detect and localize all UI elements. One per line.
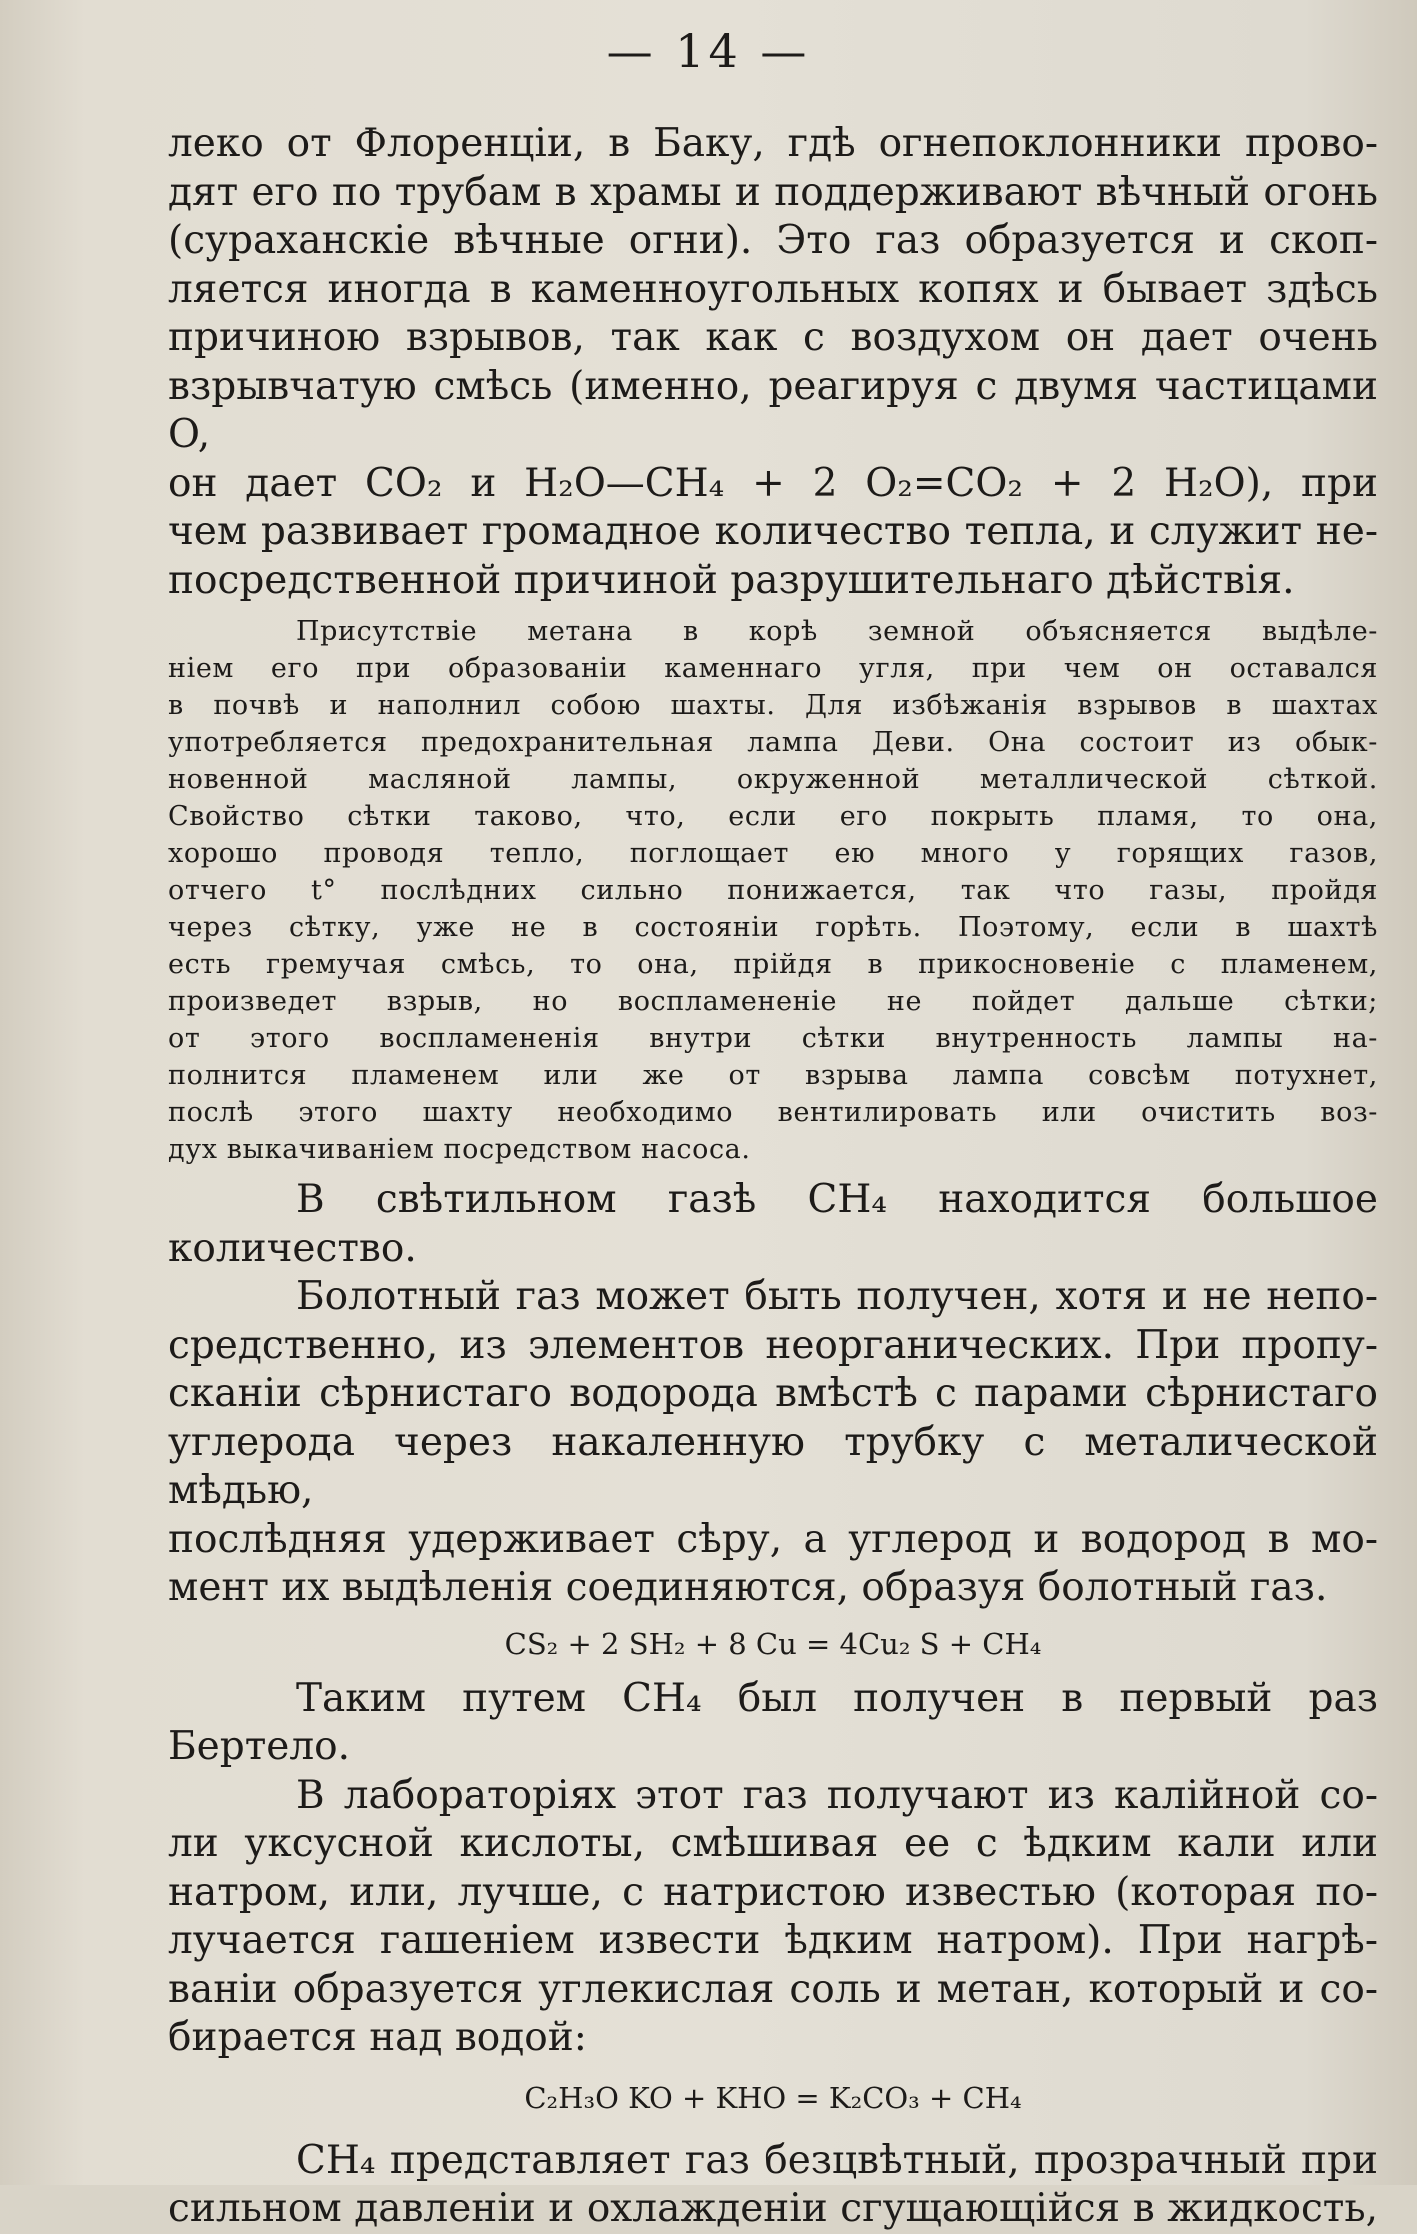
formula-2: C₂H₃O KO + KHO = K₂CO₃ + CH₄ <box>524 2080 1022 2115</box>
text-line: (сураханскіе вѣчные огни). Это газ образуется и скоп- <box>168 218 1378 263</box>
paragraph-block2 <box>168 1176 1378 1273</box>
text-line: Таким путем CH₄ был получен в первый раз Бертело. <box>168 1675 1378 1769</box>
text-line: ли уксусной кислоты, смѣшивая ее с ѣдким кали или <box>168 1821 1378 1866</box>
note-line: новенной масляной лампы, окруженной металлической сѣткой. <box>168 764 1378 795</box>
note-line: употребляется предохранительная лампа Деви. Она состоит из обык- <box>168 727 1378 758</box>
text-line: дят его по трубам в храмы и поддерживают вѣчный огонь <box>168 169 1378 215</box>
paragraph-block5 <box>168 1772 1378 2063</box>
formula-1: CS₂ + 2 SH₂ + 8 Cu = 4Cu₂ S + CH₄ <box>504 1626 1042 1661</box>
text-line: ляется иногда в каменноугольных копях и бывает здѣсь <box>168 266 1378 312</box>
paragraph-block1 <box>168 120 1378 605</box>
note-line: есть гремучая смѣсь, то она, прійдя в прикосновеніе с пламенем, <box>168 949 1378 980</box>
note-line: от этого воспламененія внутри сѣтки внутренность лампы на- <box>168 1023 1378 1054</box>
page-number: — 14 — <box>606 24 811 78</box>
text-line: чем развивает громадное количество тепла, и служит не- <box>168 509 1378 554</box>
paragraph-block3 <box>168 1273 1378 1613</box>
page-body <box>168 120 1378 2234</box>
text-line: посредственной причиной разрушительнаго дѣйствія. <box>168 557 1295 603</box>
text-line: Болотный газ может быть получен, хотя и не непо- <box>296 1274 1378 1319</box>
text-line: он дает CO₂ и H₂O—CH₄ + 2 O₂=CO₂ + 2 H₂O), при <box>168 460 1378 506</box>
text-line: сильном давленіи и охлажденіи сгущающійся в жидкость, <box>168 2186 1378 2231</box>
text-line: леко от Флоренціи, в Баку, гдѣ огнепоклонники прово- <box>168 121 1378 166</box>
text-line: CH₄ представляет газ безцвѣтный, прозрачный при <box>296 2137 1378 2183</box>
text-line: В лабораторіях этот газ получают из калійной со- <box>296 1772 1378 1818</box>
note-line: хорошо проводя тепло, поглощает ею много у горящих газов, <box>168 838 1378 869</box>
paragraph-block4 <box>168 1675 1378 1772</box>
note-line: Свойство сѣтки таково, что, если его покрыть пламя, то она, <box>168 801 1378 832</box>
note-line: дух выкачиваніем посредством насоса. <box>168 1134 751 1165</box>
text-line: углерода через накаленную трубку с металической мѣдью, <box>168 1419 1378 1513</box>
text-line: В свѣтильном газѣ CH₄ находится большое количество. <box>168 1177 1378 1271</box>
note-line: Присутствіе метана в корѣ земной объясняется выдѣле- <box>296 616 1378 647</box>
text-line: натром, или, лучше, с натристою известью (которая по- <box>168 1869 1378 1915</box>
note-line: послѣ этого шахту необходимо вентилировать или очистить воз- <box>168 1097 1378 1128</box>
note-line: ніем его при образованіи каменнаго угля, при чем он оставался <box>168 653 1378 684</box>
note-line: полнится пламенем или же от взрыва лампа совсѣм потухнет, <box>168 1060 1378 1091</box>
text-line: взрывчатую смѣсь (именно, реагируя с двумя частицами O, <box>168 363 1378 457</box>
footnote-block <box>168 613 1378 1168</box>
text-line: сканіи сѣрнистаго водорода вмѣстѣ с парами сѣрнистаго <box>168 1371 1378 1416</box>
note-line: в почвѣ и наполнил собою шахты. Для избѣжанія взрывов в шахтах <box>168 690 1378 721</box>
text-line: бирается над водой: <box>168 2015 587 2060</box>
note-line: произведет взрыв, но воспламененіе не пойдет дальше сѣтки; <box>168 986 1378 1017</box>
text-line: лучается гашеніем извести ѣдким натром). При нагрѣ- <box>168 1918 1378 1963</box>
note-line: отчего t° послѣдних сильно понижается, так что газы, пройдя <box>168 875 1378 906</box>
paragraph-block6 <box>168 2137 1378 2234</box>
text-line: причиною взрывов, так как с воздухом он дает очень <box>168 315 1378 360</box>
text-line: ваніи образуется углекислая соль и метан, который и со- <box>168 1966 1378 2012</box>
text-line: послѣдняя удерживает сѣру, а углерод и водород в мо- <box>168 1516 1378 1562</box>
text-line: средственно, из элементов неорганических. При пропу- <box>168 1322 1378 1368</box>
note-line: через сѣтку, уже не в состояніи горѣть. Поэтому, если в шахтѣ <box>168 912 1378 943</box>
text-line: мент их выдѣленія соединяются, образуя болотный газ. <box>168 1565 1328 1610</box>
